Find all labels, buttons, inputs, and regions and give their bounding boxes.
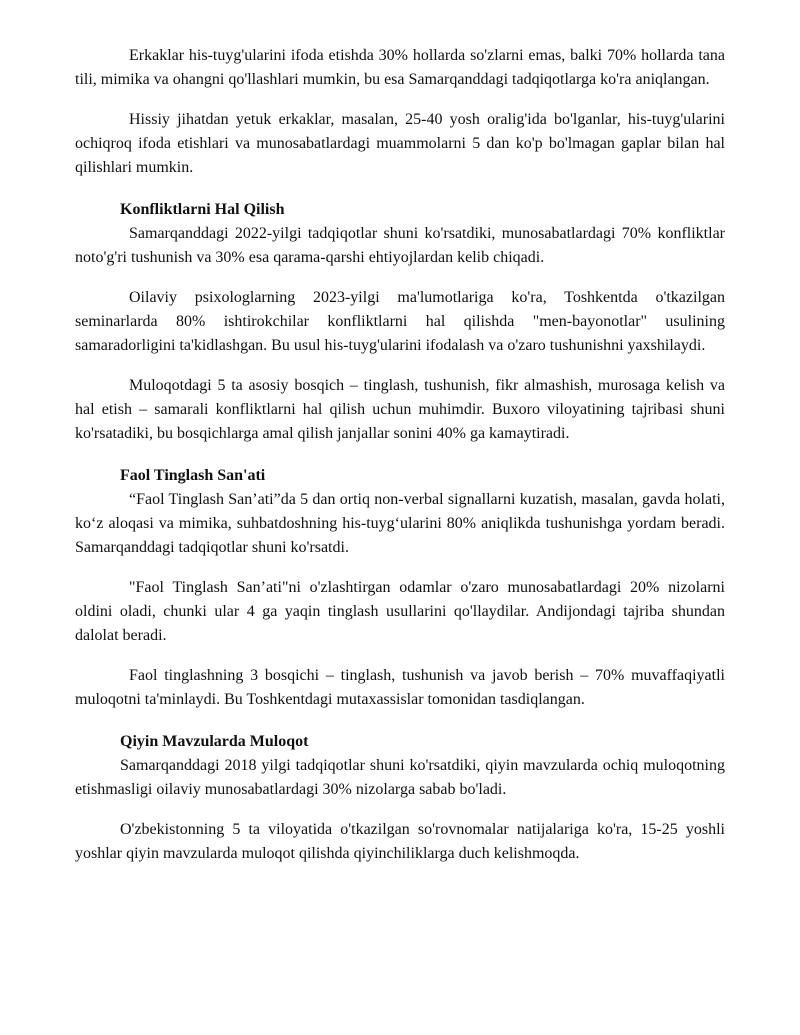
paragraph-men-emotions: Erkaklar his-tuyg'ularini ifoda etishda 30% hollarda so'zlarni emas, balki 70% hollarda tana tili, mimika va ohangni qo'llashlari mumkin, bu esa Samarqanddagi tadqiqotlarga ko'ra aniqlangan. bbox=[75, 47, 725, 88]
paragraph-emotional-maturity: Hissiy jihatdan yetuk erkaklar, masalan, 25-40 yosh oralig'ida bo'lganlar, his-tuyg'ularini ochiqroq ifoda etishlari va munosabatlardagi muammolarni 5 dan ko'p bo'lmagan gaplar bilan hal qilishlari mumkin. bbox=[75, 111, 725, 176]
section-heading-conflicts: Konfliktlarni Hal Qilish bbox=[120, 201, 285, 218]
document-page bbox=[75, 44, 725, 866]
paragraph-conflicts-2: Oilaviy psixologlarning 2023-yilgi ma'lumotlariga ko'ra, Toshkentda o'tkazilgan seminarlarda 80% ishtirokchilar konfliktlarni hal qilishda "men-bayonotlar" usulining samaradorligini ta'kidlashgan. Bu usul his-tuyg'ularini ifodalash va o'zaro tushunishni yaxshilaydi. bbox=[75, 289, 725, 354]
paragraph-difficult-2: O'zbekistonning 5 ta viloyatida o'tkazilgan so'rovnomalar natijalariga ko'ra, 15-25 yoshli yoshlar qiyin mavzularda muloqot qilishda qiyinchiliklarga duch kelishmoqda. bbox=[75, 821, 725, 862]
paragraph-difficult-1: Samarqanddagi 2018 yilgi tadqiqotlar shuni ko'rsatdiki, qiyin mavzularda ochiq muloqotning etishmasligi oilaviy munosabatlardagi 30% nizolarga sabab bo'ladi. bbox=[75, 757, 725, 798]
section-heading-active-listening: Faol Tinglash San'ati bbox=[120, 467, 266, 484]
section-heading-difficult-topics: Qiyin Mavzularda Muloqot bbox=[120, 733, 309, 750]
paragraph-conflicts-1: Samarqanddagi 2022-yilgi tadqiqotlar shuni ko'rsatdiki, munosabatlardagi 70% konfliktlar noto'g'ri tushunish va 30% esa qarama-qarshi ehtiyojlardan kelib chiqadi. bbox=[75, 225, 725, 266]
paragraph-conflicts-3: Muloqotdagi 5 ta asosiy bosqich – tinglash, tushunish, fikr almashish, murosaga kelish va hal etish – samarali konfliktlarni hal qilish uchun muhimdir. Buxoro viloyatining tajribasi shuni ko'rsatadiki, bu bosqichlarga amal qilish janjallar sonini 40% ga kamaytiradi. bbox=[75, 377, 725, 442]
paragraph-listening-2: "Faol Tinglash San’ati"ni o'zlashtirgan odamlar o'zaro munosabatlardagi 20% nizolarni oldini oladi, chunki ular 4 ga yaqin tinglash usullarini qo'llaydilar. Andijondagi tajriba shundan dalolat beradi. bbox=[75, 579, 725, 644]
paragraph-listening-1: “Faol Tinglash San’ati”da 5 dan ortiq non-verbal signallarni kuzatish, masalan, gavda holati, koʻz aloqasi va mimika, suhbatdoshning his-tuygʻularini 80% aniqlikda tushunishga yordam beradi. Samarqanddagi tadqiqotlar shuni ko'rsatdi. bbox=[75, 491, 725, 556]
paragraph-listening-3: Faol tinglashning 3 bosqichi – tinglash, tushunish va javob berish – 70% muvaffaqiyatli muloqotni ta'minlaydi. Bu Toshkentdagi mutaxassislar tomonidan tasdiqlangan. bbox=[75, 667, 725, 708]
